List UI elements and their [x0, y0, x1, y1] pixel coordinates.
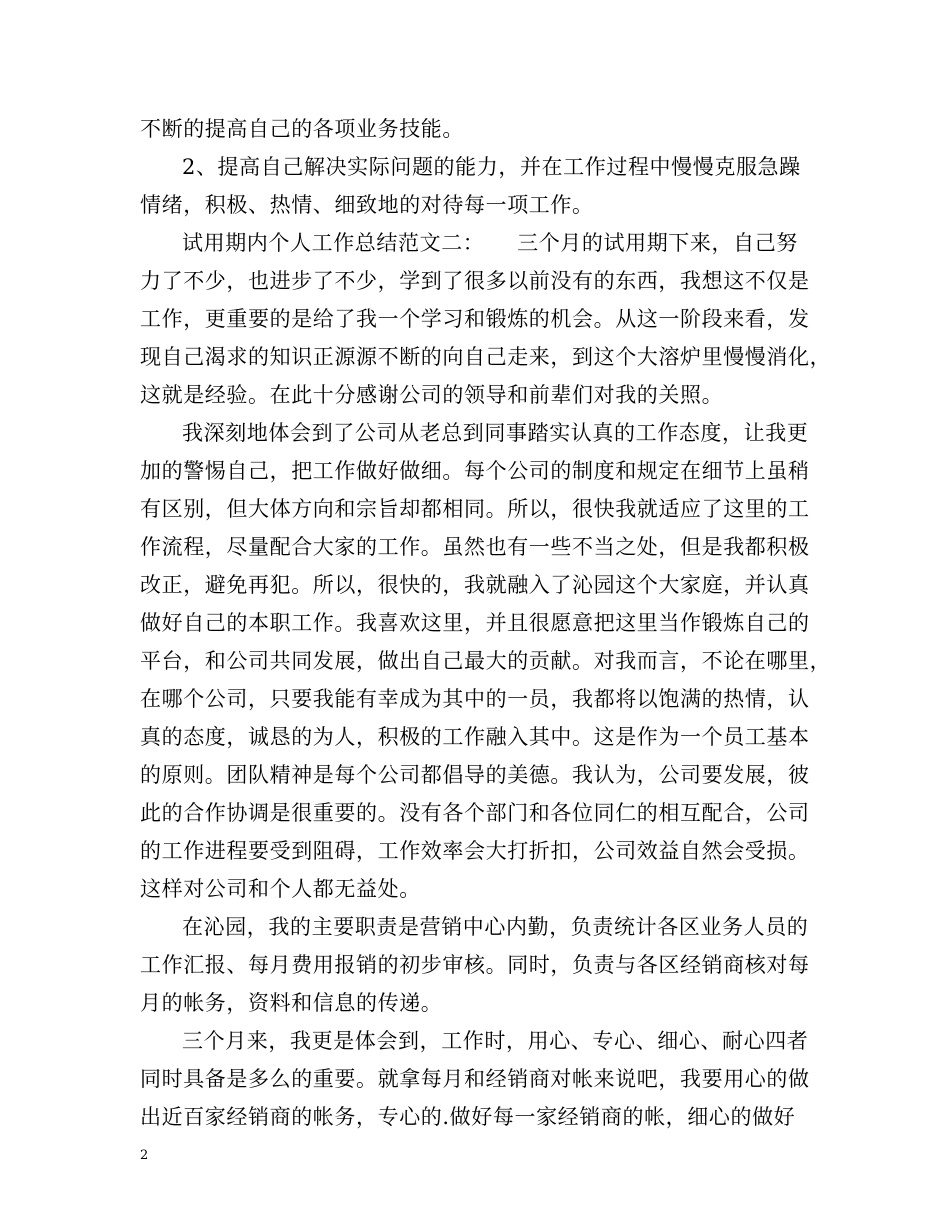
text-line: 现自己渴求的知识正源源不断的向自己走来，到这个大溶炉里慢慢消化， [140, 345, 832, 369]
text-line: 出近百家经销商的帐务，专心的.做好每一家经销商的帐，细心的做好 [140, 1105, 796, 1129]
text-line: 月的帐务，资料和信息的传递。 [140, 991, 443, 1015]
text-line: 力了不少，也进步了不少，学到了很多以前没有的东西，我想这不仅是 [140, 269, 810, 293]
text-line: 真的态度，诚恳的为人，积极的工作融入其中。这是作为一个员工基本 [140, 725, 810, 749]
text-line: 情绪，积极、热情、细致地的对待每一项工作。 [140, 193, 594, 217]
text-line: 此的合作协调是很重要的。没有各个部门和各位同仁的相互配合，公司 [140, 801, 810, 825]
text-line: 同时具备是多么的重要。就拿每月和经销商对帐来说吧，我要用心的做 [140, 1067, 810, 1091]
text-line: 改正，避免再犯。所以，很快的，我就融入了沁园这个大家庭，并认真 [140, 573, 810, 597]
text-line: 作流程，尽量配合大家的工作。虽然也有一些不当之处，但是我都积极 [140, 535, 810, 559]
text-line: 这样对公司和个人都无益处。 [140, 877, 421, 901]
text-line: 不断的提高自己的各项业务技能。 [140, 117, 464, 141]
text-line: 做好自己的本职工作。我喜欢这里，并且很愿意把这里当作锻炼自己的 [140, 611, 810, 635]
text-line: 的原则。团队精神是每个公司都倡导的美德。我认为，公司要发展，彼 [140, 763, 810, 787]
text-line: 在哪个公司，只要我能有幸成为其中的一员，我都将以饱满的热情，认 [140, 687, 810, 711]
text-line: 在沁园，我的主要职责是营销中心内勤，负责统计各区业务人员的 [182, 915, 809, 939]
text-line: 工作汇报、每月费用报销的初步审核。同时，负责与各区经销商核对每 [140, 953, 810, 977]
text-line: 这就是经验。在此十分感谢公司的领导和前辈们对我的关照。 [140, 383, 724, 407]
text-line: 试用期内个人工作总结范文二： 三个月的试用期下来，自己努 [182, 231, 798, 255]
text-line: 2、提高自己解决实际问题的能力，并在工作过程中慢慢克服急躁 [182, 155, 801, 179]
page-number: 2 [140, 1148, 149, 1163]
text-line: 我深刻地体会到了公司从老总到同事踏实认真的工作态度，让我更 [182, 421, 809, 445]
document-body [140, 110, 832, 1136]
text-line: 加的警惕自己，把工作做好做细。每个公司的制度和规定在细节上虽稍 [140, 459, 810, 483]
text-line: 的工作进程要受到阻碍，工作效率会大打折扣，公司效益自然会受损。 [140, 839, 810, 863]
text-line: 平台，和公司共同发展，做出自己最大的贡献。对我而言，不论在哪里， [140, 649, 832, 673]
text-line: 三个月来，我更是体会到，工作时，用心、专心、细心、耐心四者 [182, 1029, 809, 1053]
text-line: 有区别，但大体方向和宗旨却都相同。所以，很快我就适应了这里的工 [140, 497, 810, 521]
text-line: 工作，更重要的是给了我一个学习和锻炼的机会。从这一阶段来看，发 [140, 307, 810, 331]
